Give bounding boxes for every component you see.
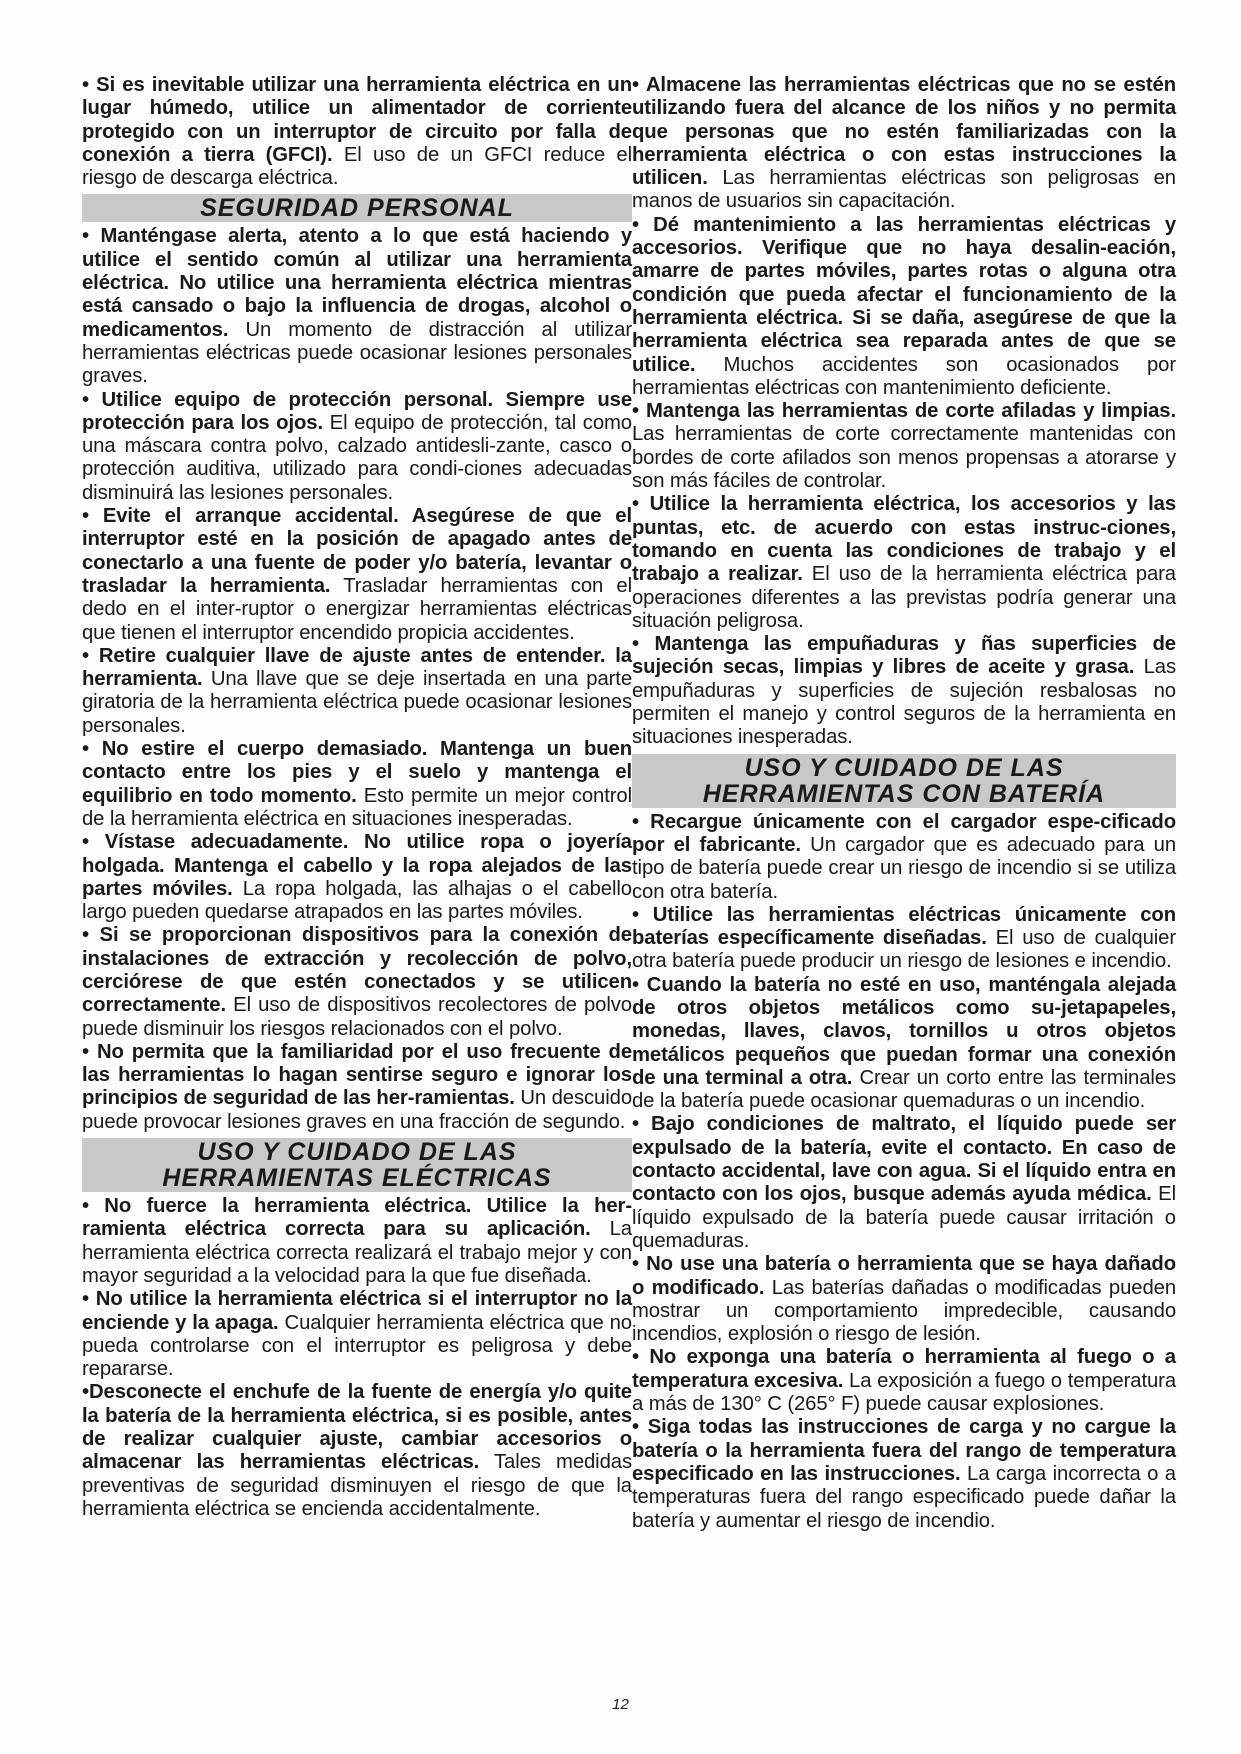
instruction-body-text: Las herramientas eléctricas son peligrosas en manos de usuarios sin capacitación. bbox=[632, 167, 1176, 213]
safety-instruction bbox=[632, 74, 1176, 214]
instruction-body-text: Las herramientas de corte correctamente mantenidas con bordes de corte afilados son menos propensas a atorarse y son más fáciles de controlar. bbox=[632, 423, 1176, 493]
instruction-bold-text: • Cuando la batería no esté en uso, manténgala alejada de otros objetos metálicos como su-jetapapeles, monedas, llaves, clavos, tornillos u otros objetos metálicos pequeños que puedan formar una conexión de una terminal a otra. bbox=[632, 973, 1176, 1089]
safety-instruction bbox=[632, 811, 1176, 904]
safety-instruction bbox=[632, 214, 1176, 400]
safety-instruction bbox=[632, 904, 1176, 974]
instruction-bold-text: • Utilice la herramienta eléctrica, los accesorios y las puntas, etc. de acuerdo con estas instruc-ciones, tomando en cuenta las condiciones de trabajo y el trabajo a realizar. bbox=[632, 493, 1176, 586]
instruction-bold-text: • Mantenga las empuñaduras y ñas superficies de sujeción secas, limpias y libres de aceite y grasa. bbox=[632, 633, 1176, 679]
section-heading bbox=[632, 754, 1176, 808]
safety-instruction bbox=[632, 400, 1176, 493]
safety-instruction bbox=[82, 1288, 632, 1381]
instruction-body-text: El uso de cualquier otra batería puede producir un riesgo de lesiones e incendio. bbox=[632, 927, 1176, 973]
instruction-body-text: La carga incorrecta o a temperaturas fuera del rango especificado puede dañar la batería y aumentar el riesgo de incendio. bbox=[632, 1462, 1176, 1532]
instruction-bold-text: • No exponga una batería o herramienta al fuego o a temperatura excesiva. bbox=[632, 1346, 1176, 1392]
instruction-bold-text: • Manténgase alerta, atento a lo que está haciendo y utilice el sentido común al utilizar una herramienta eléctrica. No utilice una herramienta eléctrica mientras está cansado o bajo la influencia de drogas, alcohol o medicamentos. bbox=[82, 225, 632, 341]
safety-instruction bbox=[632, 1416, 1176, 1532]
safety-instruction bbox=[82, 505, 632, 645]
instruction-body-text: Un cargador que es adecuado para un tipo de batería puede crear un riesgo de incendio si se utiliza con otra batería. bbox=[632, 833, 1176, 903]
safety-instruction bbox=[82, 1041, 632, 1134]
left-column bbox=[82, 74, 632, 1521]
safety-instruction bbox=[82, 225, 632, 388]
instruction-bold-text: • No estire el cuerpo demasiado. Mantenga un buen contacto entre los pies y el suelo y mantenga el equilibrio en todo momento. bbox=[82, 738, 632, 807]
section-heading-line: USO Y CUIDADO DE LAS bbox=[197, 1138, 517, 1167]
section-heading-line: SEGURIDAD PERSONAL bbox=[200, 194, 514, 223]
instruction-body-text: Trasladar herramientas con el dedo en el inter-ruptor o energizar herramientas eléctricas que tienen el interruptor encendido propicia accidentes. bbox=[82, 574, 632, 644]
instruction-body-text: El equipo de protección, tal como una máscara contra polvo, calzado antidesli-zante, casco o protección auditiva, utilizado para condi-ciones adecuadas disminuirá las lesiones personales. bbox=[82, 411, 632, 504]
safety-instruction bbox=[82, 924, 632, 1040]
instruction-body-text: El uso de la herramienta eléctrica para operaciones diferentes a las previstas podría generar una situación peligrosa. bbox=[632, 563, 1176, 632]
instruction-body-text: La exposición a fuego o temperatura a más de 130° C (265° F) puede causar explosiones. bbox=[632, 1369, 1176, 1416]
instruction-bold-text: • Si se proporcionan dispositivos para la conexión de instalaciones de extracción y recolección de polvo, cerciórese de que estén conectados y se utilicen correctamente. bbox=[82, 924, 632, 1017]
instruction-body-text: La ropa holgada, las alhajas o el cabello largo pueden quedarse atrapados en las partes móviles. bbox=[82, 877, 632, 924]
instruction-bold-text: • Utilice equipo de protección personal. Siempre use protección para los ojos. bbox=[82, 388, 632, 434]
right-column bbox=[632, 74, 1176, 1533]
instruction-body-text: El uso de un GFCI reduce el riesgo de descarga eléctrica. bbox=[82, 143, 632, 190]
section-heading bbox=[82, 194, 632, 222]
instruction-bold-text: • Si es inevitable utilizar una herramienta eléctrica en un lugar húmedo, utilice un alimentador de corriente protegido con un interruptor de circuito por falla de conexión a tierra (GFCI). bbox=[82, 74, 632, 166]
instruction-bold-text: • No use una batería o herramienta que se haya dañado o modificado. bbox=[632, 1253, 1176, 1299]
safety-instruction bbox=[632, 493, 1176, 633]
safety-instruction bbox=[632, 633, 1176, 749]
instruction-body-text: Esto permite un mejor control de la herramienta eléctrica en situaciones inesperadas. bbox=[82, 784, 632, 830]
instruction-bold-text: • No utilice la herramienta eléctrica si el interruptor no la enciende y la apaga. bbox=[82, 1288, 632, 1334]
instruction-bold-text: • Bajo condiciones de maltrato, el líquido puede ser expulsado de la batería, evite el contacto. En caso de contacto accidental, lave con agua. Si el líquido entra en contacto con los ojos, busque además ayuda médica. bbox=[632, 1113, 1176, 1206]
instruction-bold-text: • Siga todas las instrucciones de carga y no cargue la batería o la herramienta fuera del rango de temperatura especificado en las instrucciones. bbox=[632, 1416, 1176, 1485]
instruction-body-text: Las empuñaduras y superficies de sujeción resbalosas no permiten el manejo y control seguros de la herramienta en situaciones inesperadas. bbox=[632, 656, 1176, 749]
instruction-bold-text: •Desconecte el enchufe de la fuente de energía y/o quite la batería de la herramienta eléctrica, si es posible, antes de realizar cualquier ajuste, cambiar accesorios o almacenar las herramientas eléctricas. bbox=[82, 1381, 632, 1474]
instruction-bold-text: • No permita que la familiaridad por el uso frecuente de las herramientas lo hagan sentirse seguro e ignorar los principios de seguridad de las her-ramientas. bbox=[82, 1040, 632, 1110]
safety-instruction bbox=[82, 74, 632, 190]
safety-instruction bbox=[632, 974, 1176, 1114]
instruction-bold-text: • Utilice las herramientas eléctricas únicamente con baterías específicamente diseñadas. bbox=[632, 903, 1176, 950]
safety-instruction bbox=[632, 1113, 1176, 1253]
page-number: 12 bbox=[612, 1696, 629, 1713]
section-heading bbox=[82, 1138, 632, 1192]
instruction-body-text: Tales medidas preventivas de seguridad disminuyen el riesgo de que la herramienta eléctrica se encienda accidentalmente. bbox=[82, 1451, 632, 1520]
instruction-body-text: Muchos accidentes son ocasionados por herramientas eléctricas con mantenimiento deficiente. bbox=[632, 353, 1176, 399]
instruction-body-text: Cualquier herramienta eléctrica que no pueda controlarse con el interruptor es peligrosa y debe repararse. bbox=[82, 1311, 632, 1381]
instruction-bold-text: • Evite el arranque accidental. Asegúrese de que el interruptor esté en la posición de apagado antes de conectarlo a una fuente de poder y/o batería, levantar o trasladar la herramienta. bbox=[82, 505, 632, 597]
safety-instruction bbox=[82, 1195, 632, 1288]
instruction-body-text: Crear un corto entre las terminales de la batería puede ocasionar quemaduras o un incendio. bbox=[632, 1066, 1176, 1113]
section-heading-line: HERRAMIENTAS ELÉCTRICAS bbox=[162, 1164, 552, 1193]
instruction-bold-text: • Retire cualquier llave de ajuste antes de entender. la herramienta. bbox=[82, 644, 632, 691]
safety-instruction bbox=[82, 389, 632, 505]
instruction-body-text: Las baterías dañadas o modificadas pueden mostrar un comportamiento impredecible, causando incendios, explosión o riesgo de lesión. bbox=[632, 1276, 1176, 1346]
section-heading-line: USO Y CUIDADO DE LAS bbox=[744, 753, 1064, 782]
instruction-body-text: Una llave que se deje insertada en una parte giratoria de la herramienta eléctrica puede ocasionar lesiones personales. bbox=[82, 668, 632, 737]
instruction-bold-text: • Mantenga las herramientas de corte afiladas y limpias. bbox=[632, 400, 1176, 423]
safety-instruction bbox=[632, 1253, 1176, 1346]
safety-instruction bbox=[632, 1346, 1176, 1416]
instruction-body-text: Un momento de distracción al utilizar herramientas eléctricas puede ocasionar lesiones personales graves. bbox=[82, 318, 632, 388]
safety-instruction bbox=[82, 645, 632, 738]
safety-instruction bbox=[82, 738, 632, 831]
instruction-bold-text: • Vístase adecuadamente. No utilice ropa o joyería holgada. Mantenga el cabello y la ropa alejados de las partes móviles. bbox=[82, 831, 632, 900]
instruction-body-text: El uso de dispositivos recolectores de polvo puede disminuir los riesgos relacionados con el polvo. bbox=[82, 994, 632, 1040]
instruction-bold-text: • Almacene las herramientas eléctricas que no se estén utilizando fuera del alcance de los niños y no permita que personas que no estén familiarizadas con la herramienta eléctrica o con estas instrucciones la utilicen. bbox=[632, 74, 1176, 190]
instruction-bold-text: • Dé mantenimiento a las herramientas eléctricas y accesorios. Verifique que no haya desalin-eación, amarre de partes móviles, partes rotas o alguna otra condición que pueda afectar el funcionamiento de la herramienta eléctrica. Si se daña, asegúrese de que la herramienta eléctrica sea reparada antes de que se utilice. bbox=[632, 213, 1176, 376]
instruction-body-text: El líquido expulsado de la batería puede causar irritación o quemaduras. bbox=[632, 1183, 1176, 1252]
instruction-body-text: La herramienta eléctrica correcta realizará el trabajo mejor y con mayor seguridad a la velocidad para la que fue diseñada. bbox=[82, 1218, 632, 1287]
instruction-body-text: Un descuido puede provocar lesiones graves en una fracción de segundo. bbox=[82, 1087, 632, 1133]
safety-instruction bbox=[82, 1381, 632, 1521]
instruction-bold-text: • Recargue únicamente con el cargador espe-cificado por el fabricante. bbox=[632, 810, 1176, 856]
section-heading-line: HERRAMIENTAS CON BATERÍA bbox=[702, 779, 1106, 808]
instruction-bold-text: • No fuerce la herramienta eléctrica. Utilice la her-ramienta eléctrica correcta para su aplicación. bbox=[82, 1195, 632, 1241]
safety-instruction bbox=[82, 831, 632, 924]
